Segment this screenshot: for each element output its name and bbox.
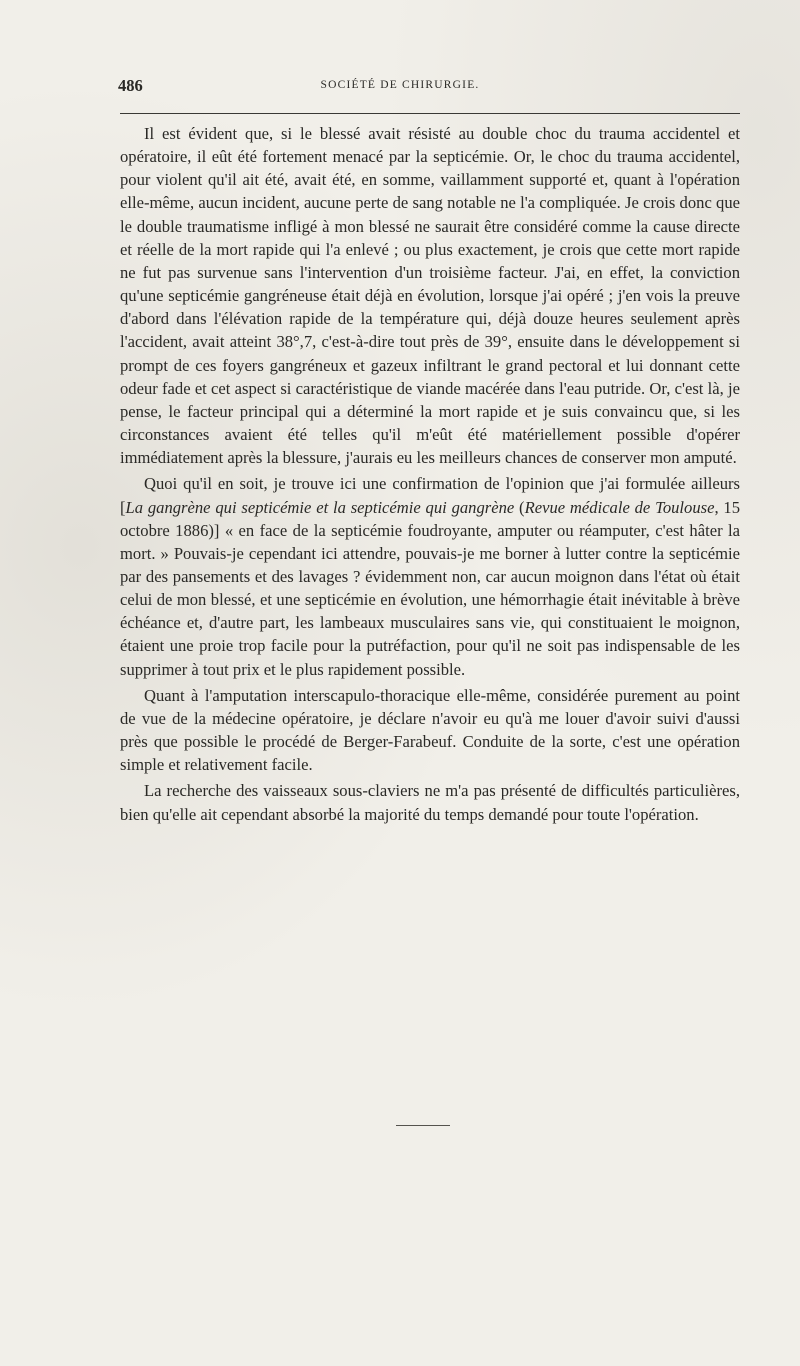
cited-journal-name: Revue médicale de Toulouse (524, 497, 715, 517)
running-head (0, 76, 800, 100)
paragraph-1: Il est évident que, si le blessé avait résisté au double choc du trauma accidentel et opératoire, il eût été fortement menacé par la septicémie. Or, le choc du trauma accidentel, pour violent qu'il ait été, avait été, en somme, vaillamment supporté et, quant à l'opération elle-même, aucun incident, aucune perte de sang notable ne l'a compliquée. Je crois donc que le double traumatisme infligé à mon blessé ne saurait être considéré comme la cause directe et réelle de la mort rapide qui l'a enlevé ; ou plus exactement, je crois que cette mort rapide ne fut pas survenue sans l'intervention d'un troisième facteur. J'ai, en effet, la conviction qu'une septicémie gangréneuse était déjà en évolution, lorsque j'ai opéré ; j'en vois la preuve d'abord dans l'élévation rapide de la température qui, déjà douze heures seulement après l'accident, avait atteint 38°,7, c'est-à-dire tout près de 39°, ensuite dans le développement si prompt de ces foyers gangréneux et gazeux infiltrant le grand pectoral et lui donnant cette odeur fade et cet aspect si caractéristique de viande macérée dans l'eau putride. Or, c'est là, je pense, le facteur principal qui a déterminé la mort rapide et je suis convaincu que, si les circonstances avaient été telles qu'il m'eût été matériellement possible d'opérer immédiatement après la blessure, j'aurais eu les meilleurs chances de conserver mon amputé. (120, 124, 740, 468)
running-title: SOCIÉTÉ DE CHIRURGIE. (320, 79, 480, 91)
page-number: 486 (118, 76, 143, 95)
body-text (120, 122, 740, 826)
paragraph-2-text-after: , 15 octobre 1886)] « en face de la septicémie foudroyante, amputer ou réamputer, c'est hâter la mort. » Pouvais-je cependant ici attendre, pouvais-je me borner à lutter contre la septicémie par des pansements et des lavages ? évidemment non, car aucun moignon dans l'état où était celui de mon blessé, et une septicémie en évolution, une hémorrhagie était inévitable à brève échéance et, d'autre part, les lambeaux musculaires sans vie, qui constituaient le moignon, étaient une proie trop facile pour la putréfaction, pour qu'il ne soit pas indispensable de les supprimer à tout prix et le plus rapidement possible. (120, 497, 740, 679)
section-end-rule (396, 1125, 450, 1126)
paragraph-2-text-mid: ( (514, 497, 525, 517)
paragraph-2 (120, 472, 740, 680)
paragraph-3: Quant à l'amputation interscapulo-thoracique elle-même, considérée purement au point de vue de la médecine opératoire, je déclare n'avoir eu qu'à me louer d'avoir suivi d'aussi près que possible le procédé de Berger-Farabeuf. Conduite de la sorte, c'est une opération simple et relativement facile. (120, 685, 740, 775)
paragraph-4: La recherche des vaisseaux sous-claviers ne m'a pas présenté de difficultés particulières, bien qu'elle ait cependant absorbé la majorité du temps demandé pour toute l'opération. (120, 781, 740, 824)
header-rule (120, 113, 740, 114)
paragraph-2-text-before: Quoi qu'il en soit, je trouve ici une confirmation de l'opinion que j'ai formulée ailleurs [ (120, 474, 740, 517)
cited-article-title: La gangrène qui septicémie et la septicémie qui gangrène (125, 497, 515, 517)
